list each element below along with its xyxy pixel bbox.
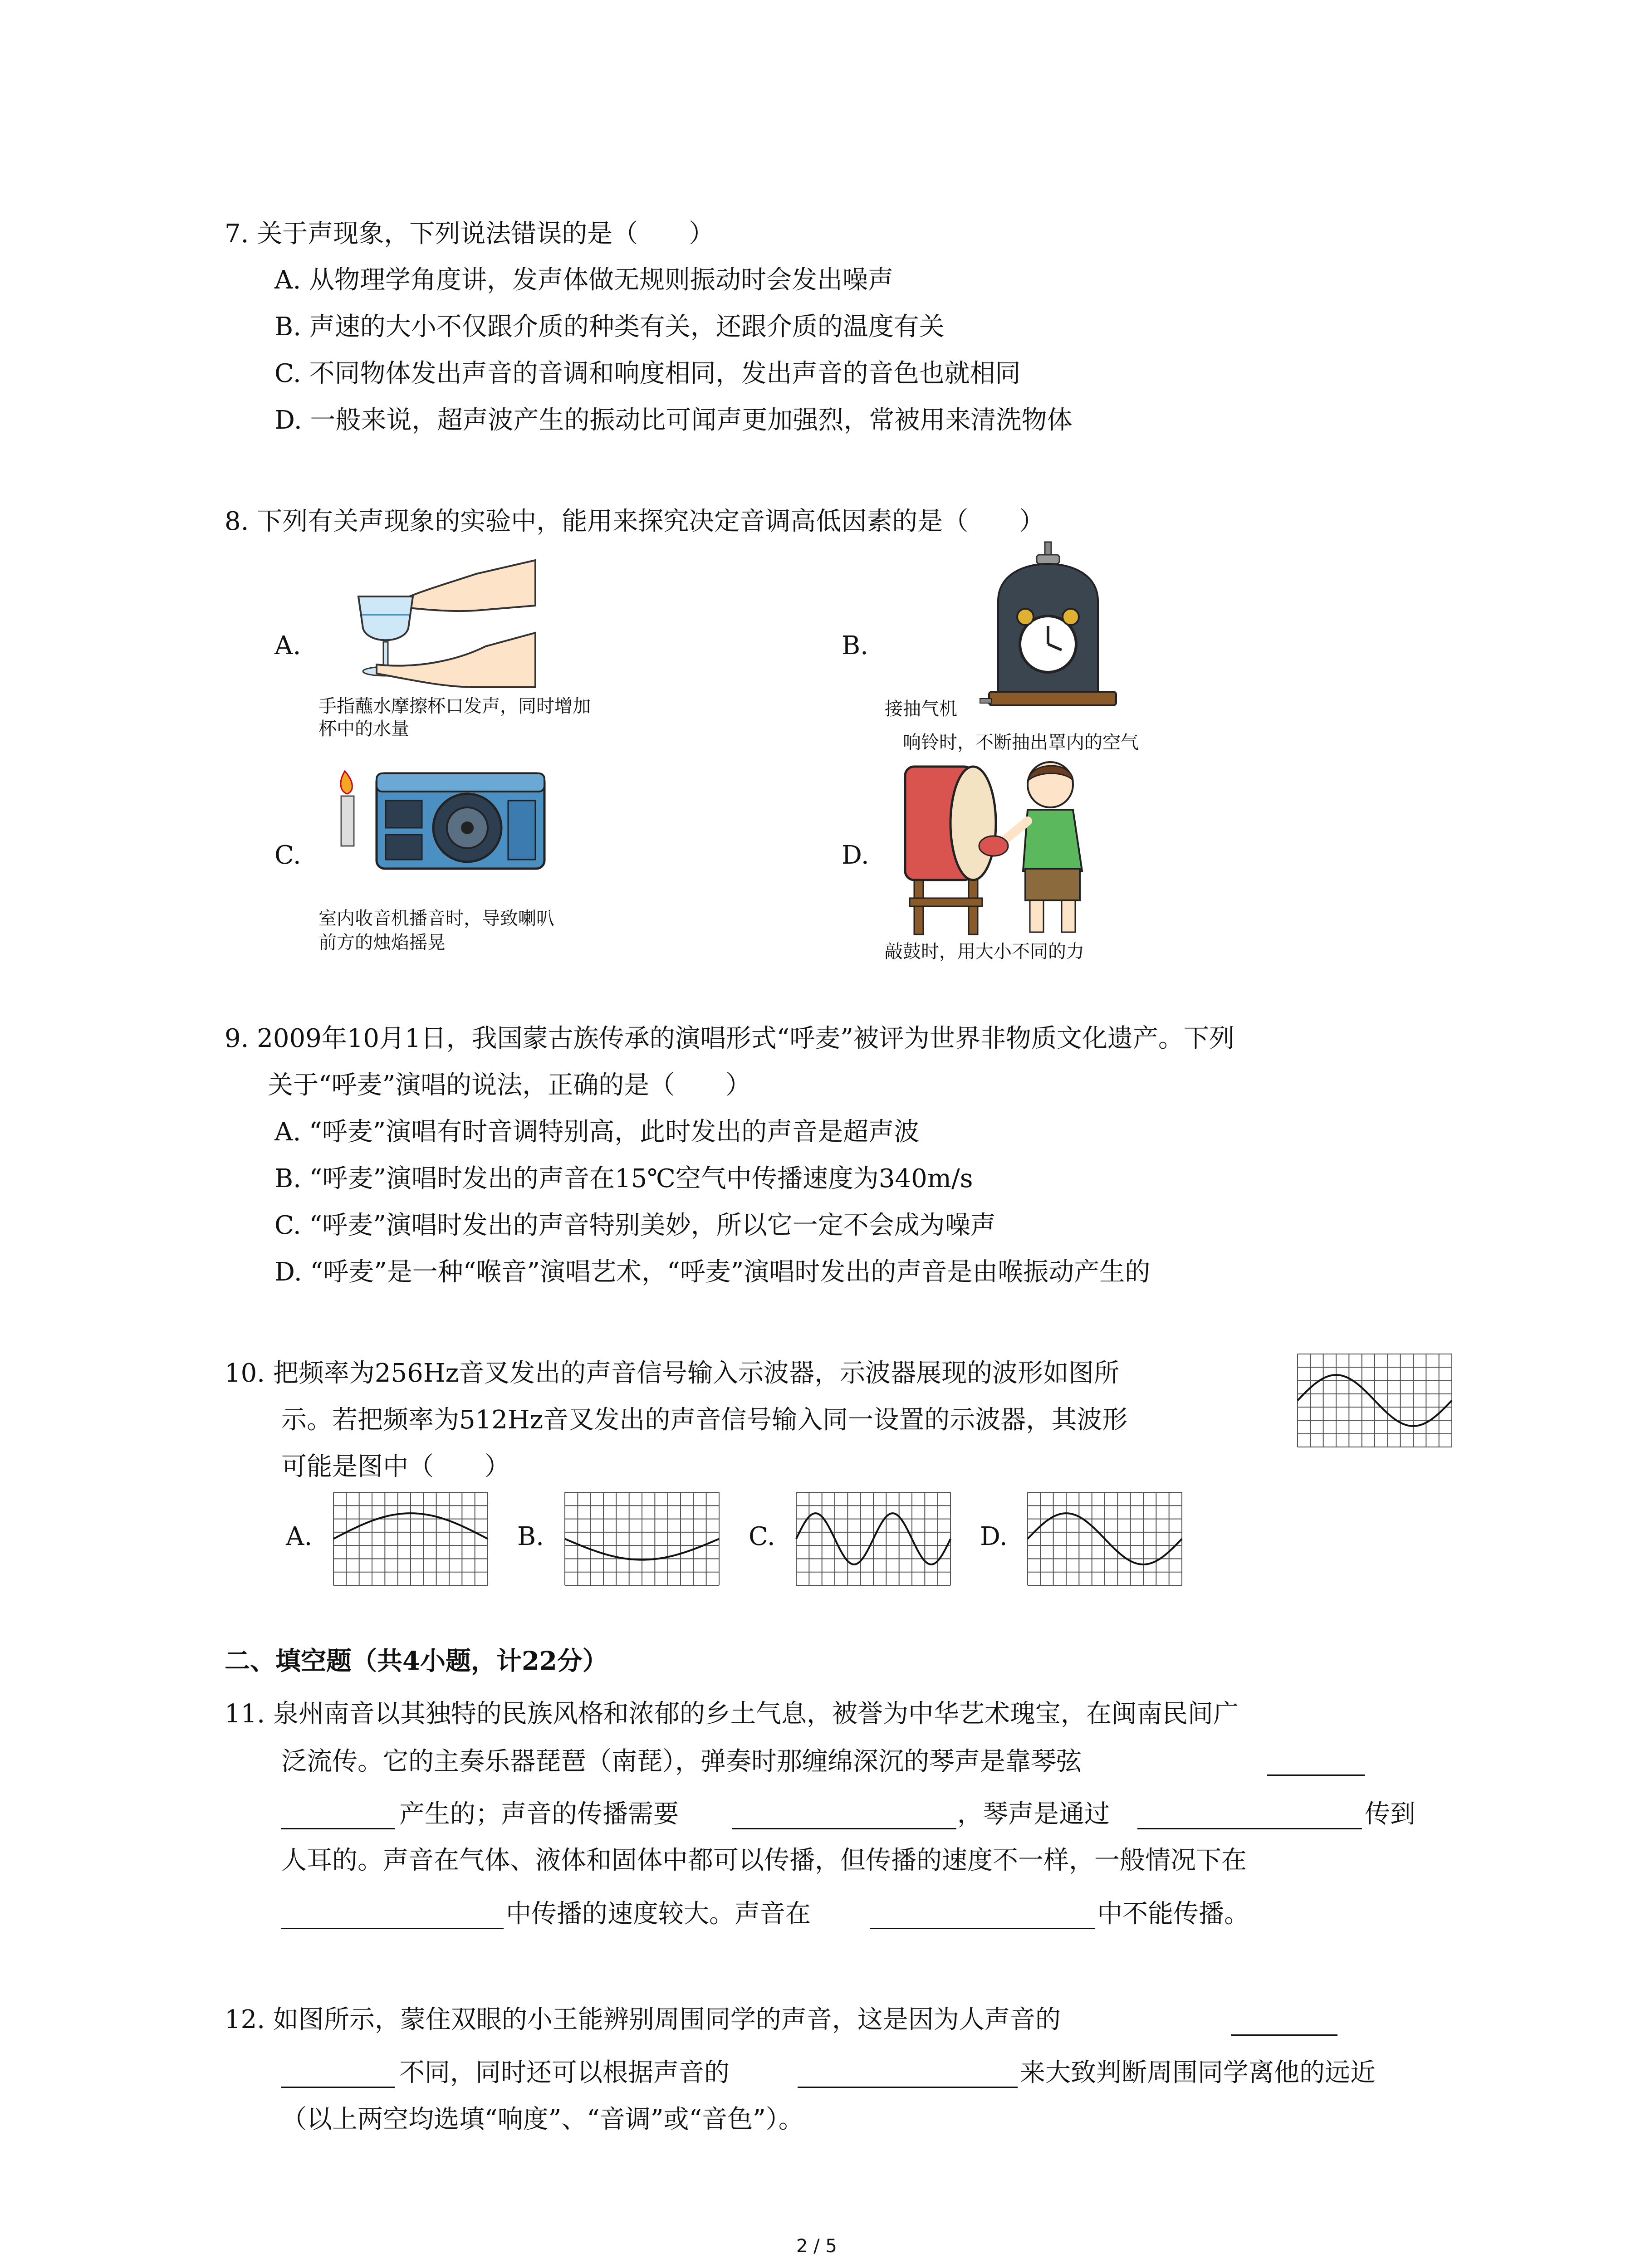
option-b-waveform — [565, 1492, 719, 1585]
q11-blank-5[interactable] — [870, 1928, 1095, 1929]
q8-caption-d1: 敲鼓时，用大小不同的力 — [885, 941, 1084, 962]
q9-option-a: A. “呼麦”演唱有时音调特别高，此时发出的声音是超声波 — [274, 1117, 920, 1147]
reference-waveform — [1298, 1354, 1452, 1447]
q10-line3: 可能是图中（ ） — [281, 1452, 510, 1481]
q8-caption-a1: 手指蘸水摩擦杯口发声，同时增加 — [318, 696, 591, 717]
wineglass-finger-illustration — [349, 556, 540, 692]
section-2-title: 二、填空题（共4小题，计22分） — [225, 1646, 608, 1676]
q11-line5b: 中不能传播。 — [1097, 1899, 1249, 1929]
q11-line5a: 中传播的速度较大。声音在 — [506, 1899, 811, 1929]
drum-boy-illustration — [896, 753, 1100, 943]
q9-line1: 9. 2009年10月1日，我国蒙古族传承的演唱形式“呼麦”被评为世界非物质文化遗产。下列 — [225, 1024, 1234, 1053]
q12-blank-1b[interactable] — [281, 2087, 395, 2088]
q8-caption-c2: 前方的烛焰摇晃 — [318, 932, 446, 953]
q11-blank-3[interactable] — [1137, 1828, 1362, 1829]
page-number: 2 / 5 — [796, 2236, 837, 2257]
q7-option-d: D. 一般来说，超声波产生的振动比可闻声更加强烈，常被用来清洗物体 — [274, 406, 1073, 435]
q9-option-b: B. “呼麦”演唱时发出的声音在15℃空气中传播速度为340m/s — [274, 1164, 973, 1193]
q10-label-a: A. — [286, 1522, 313, 1551]
q8-label-a: A. — [274, 631, 301, 660]
q8-caption-b1: 响铃时，不断抽出罩内的空气 — [903, 732, 1139, 753]
q8-label-d: D. — [842, 841, 869, 870]
q12-line3: （以上两空均选填“响度”、“音调”或“音色”）。 — [281, 2105, 804, 2134]
q12-line2a: 不同，同时还可以根据声音的 — [399, 2058, 730, 2087]
option-d-waveform — [1028, 1492, 1182, 1585]
q11-line3b: ，琴声是通过 — [957, 1799, 1110, 1829]
radio-candle-illustration — [327, 755, 554, 891]
q11-blank-1a[interactable] — [1267, 1774, 1365, 1776]
q9-option-d: D. “呼麦”是一种“喉音”演唱艺术，“呼麦”演唱时发出的声音是由喉振动产生的 — [274, 1257, 1151, 1287]
option-c-waveform — [796, 1492, 950, 1585]
q8-caption-a2: 杯中的水量 — [318, 719, 409, 739]
q9-option-c: C. “呼麦”演唱时发出的声音特别美妙，所以它一定不会成为噪声 — [274, 1211, 996, 1240]
option-a-waveform — [333, 1492, 488, 1585]
q10-line2: 示。若把频率为512Hz音叉发出的声音信号输入同一设置的示波器，其波形 — [281, 1405, 1128, 1435]
q8-caption-b-pump: 接抽气机 — [885, 699, 957, 719]
bell-jar-clock-illustration — [980, 542, 1125, 719]
q12-blank-1a[interactable] — [1231, 2034, 1337, 2036]
q11-line3a: 产生的；声音的传播需要 — [399, 1799, 679, 1829]
q10-label-b: B. — [517, 1522, 544, 1551]
q11-blank-2[interactable] — [732, 1828, 956, 1829]
q9-line2: 关于“呼麦”演唱的说法，正确的是（ ） — [268, 1070, 751, 1100]
q11-line1: 11. 泉州南音以其独特的民族风格和浓郁的乡土气息，被誉为中华艺术瑰宝，在闽南民间广 — [225, 1699, 1239, 1729]
q10-label-c: C. — [749, 1522, 775, 1551]
q11-line4: 人耳的。声音在气体、液体和固体中都可以传播，但传播的速度不一样，一般情况下在 — [281, 1846, 1247, 1875]
q7-option-a: A. 从物理学角度讲，发声体做无规则振动时会发出噪声 — [274, 265, 894, 295]
q8-stem: 8. 下列有关声现象的实验中，能用来探究决定音调高低因素的是（ ） — [225, 507, 1045, 536]
q8-label-b: B. — [842, 631, 868, 660]
q10-label-d: D. — [980, 1522, 1008, 1551]
q8-label-c: C. — [274, 841, 301, 870]
q12-line1: 12. 如图所示，蒙住双眼的小王能辨别周围同学的声音，这是因为人声音的 — [225, 2005, 1061, 2034]
q8-caption-c1: 室内收音机播音时，导致喇叭 — [318, 908, 554, 929]
q7-option-c: C. 不同物体发出声音的音调和响度相同，发出声音的音色也就相同 — [274, 359, 1021, 388]
q7-option-b: B. 声速的大小不仅跟介质的种类有关，还跟介质的温度有关 — [274, 312, 945, 342]
q12-line2b: 来大致判断周围同学离他的远近 — [1020, 2058, 1376, 2087]
q11-blank-1b[interactable] — [281, 1828, 395, 1829]
q7-stem: 7. 关于声现象，下列说法错误的是（ ） — [225, 219, 715, 249]
q12-blank-2[interactable] — [798, 2087, 1018, 2088]
q11-blank-4[interactable] — [281, 1928, 504, 1929]
q11-line2: 泛流传。它的主奏乐器琵琶（南琵），弹奏时那缠绵深沉的琴声是靠琴弦 — [281, 1747, 1082, 1776]
q11-line3c: 传到 — [1365, 1799, 1416, 1829]
q10-line1: 10. 把频率为256Hz音叉发出的声音信号输入示波器，示波器展现的波形如图所 — [225, 1359, 1120, 1388]
